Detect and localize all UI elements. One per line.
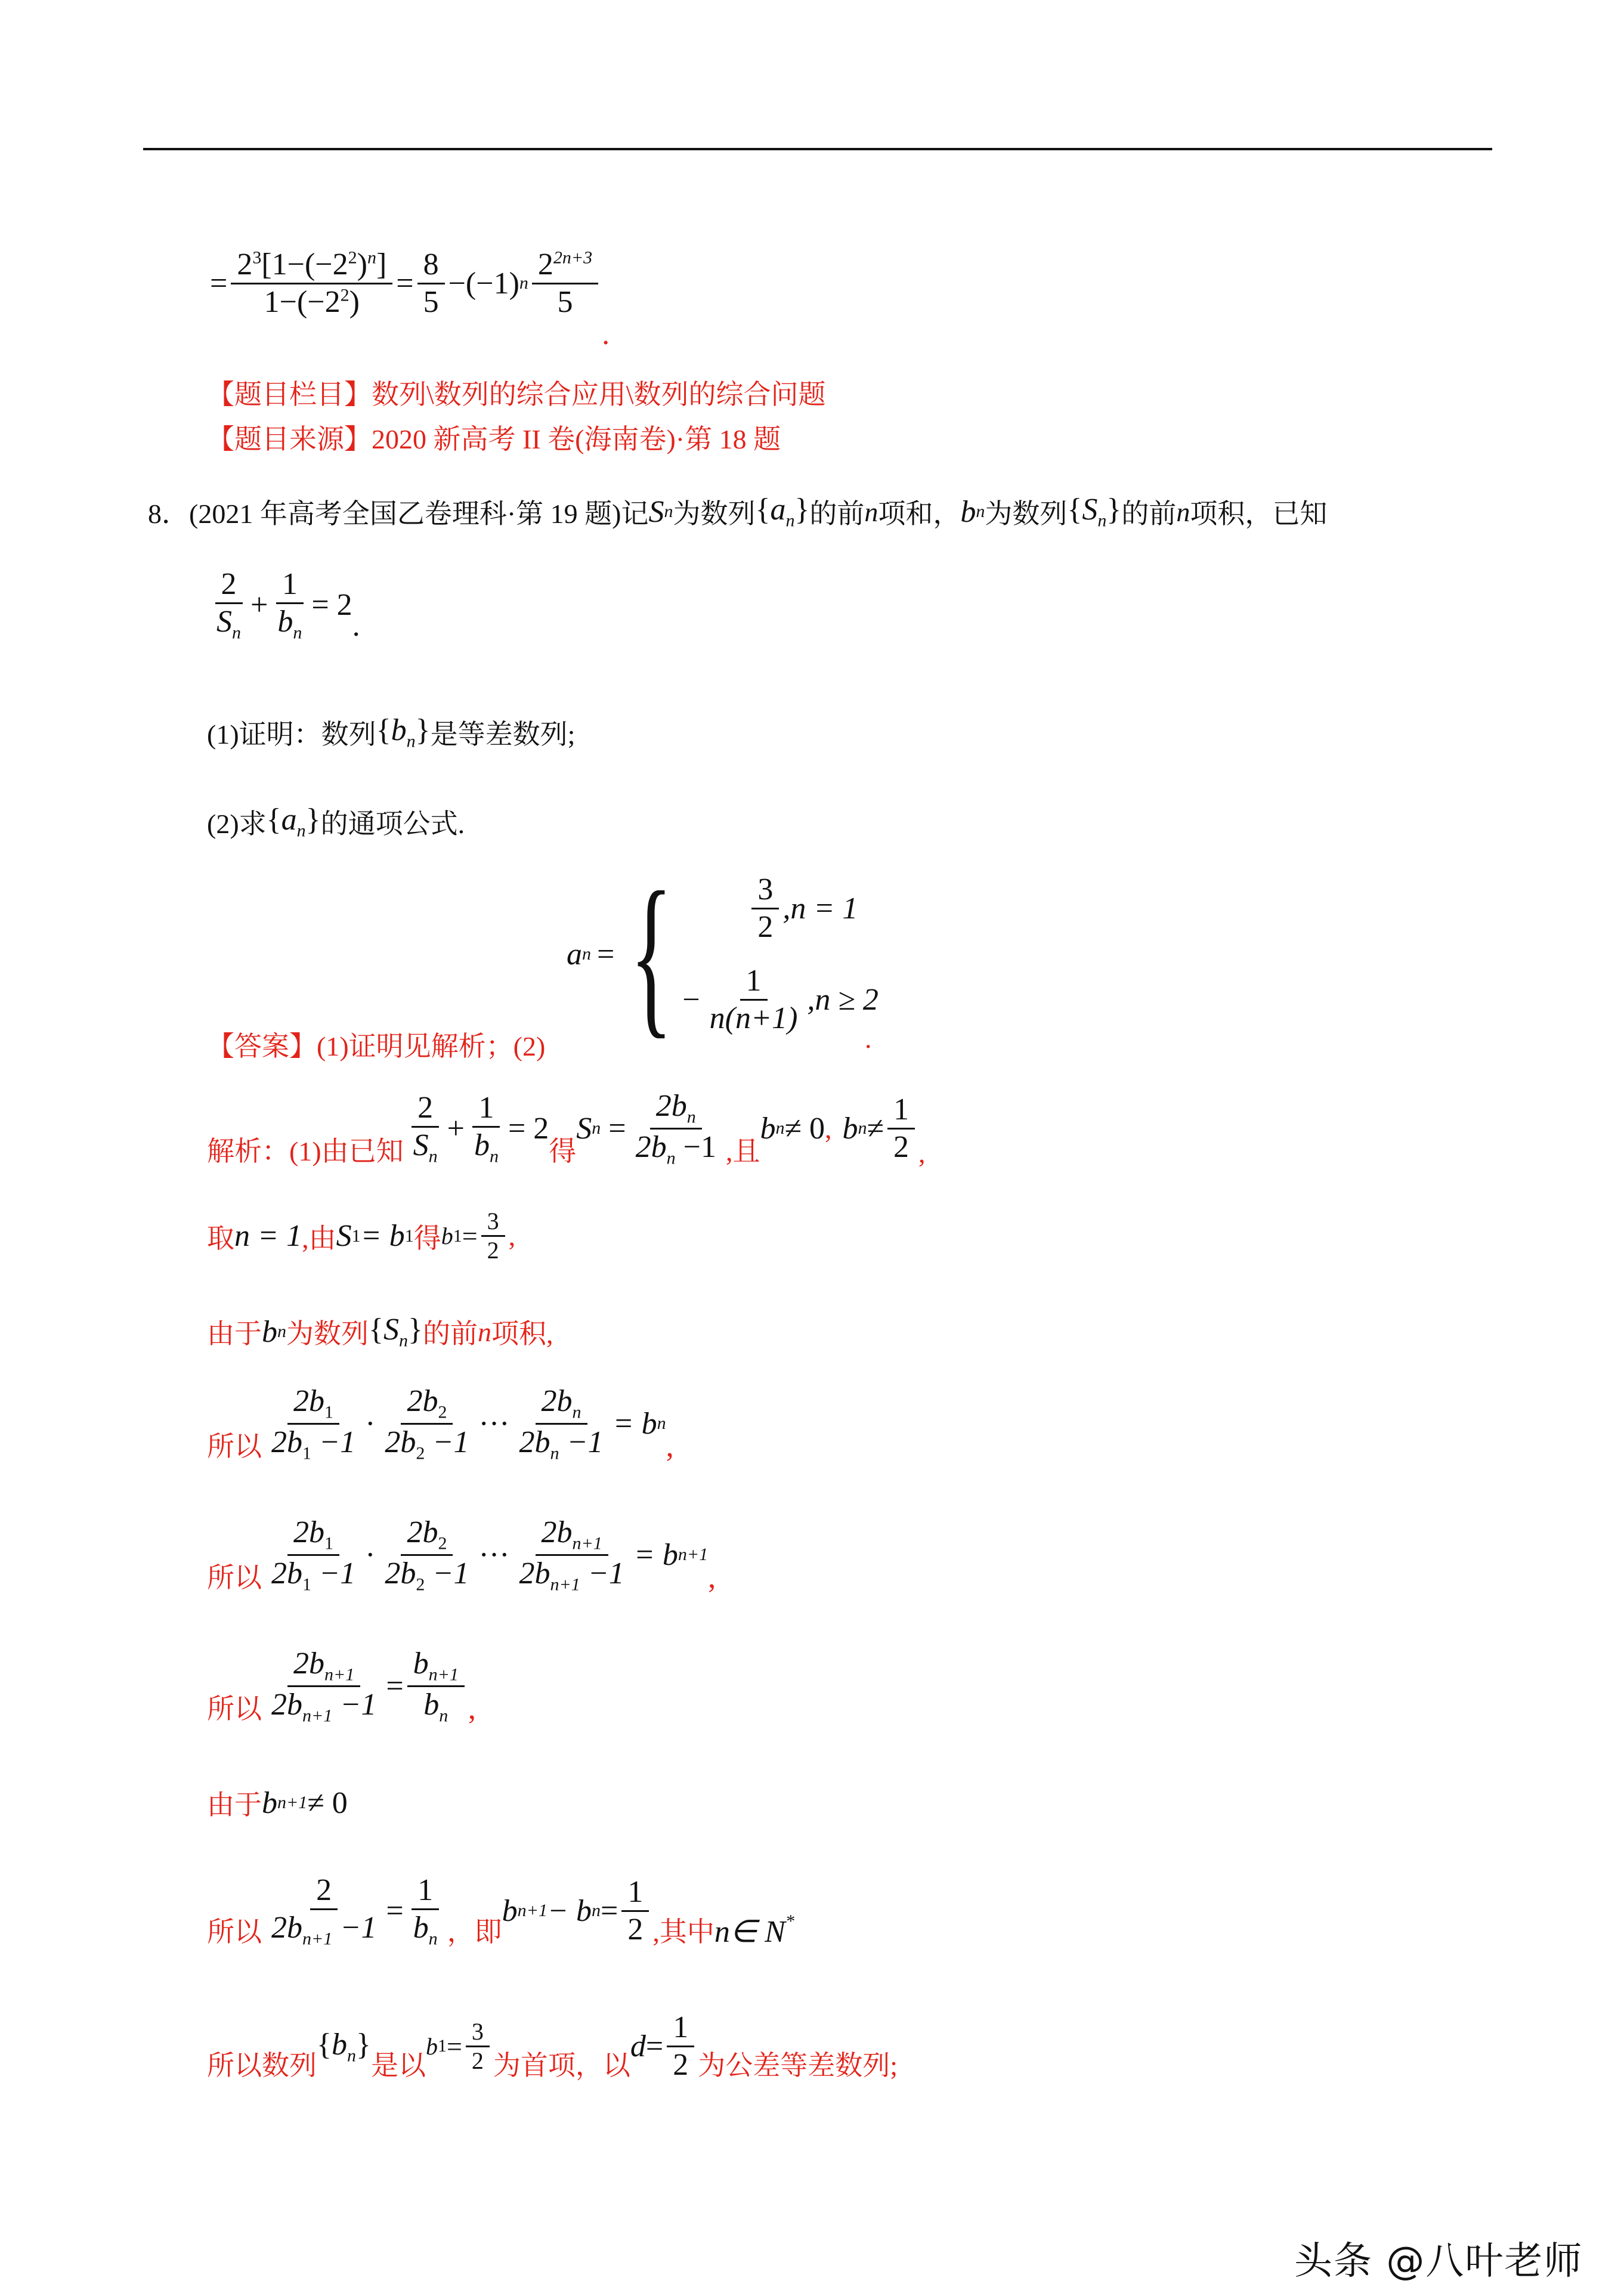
- math-fragment: 1: [453, 1226, 462, 1246]
- one-half: [667, 2010, 694, 2083]
- part-2: [207, 802, 465, 841]
- minus-exp: n: [519, 273, 528, 293]
- math-fragment: $b_n$: [423, 1687, 448, 1726]
- analysis-text: 取: [207, 1223, 234, 1254]
- math-fragment: b: [262, 1786, 277, 1820]
- condition: ,n ≥ 2: [807, 982, 878, 1017]
- question-text: 项积，已知: [1190, 499, 1328, 529]
- math-fragment: +: [447, 1111, 465, 1146]
- math-fragment: $2b_{n+1} -1$: [271, 1910, 377, 1949]
- not-zero: ≠ 0: [784, 1111, 825, 1146]
- var-b: b: [441, 1223, 453, 1249]
- numerator: 1: [621, 1874, 649, 1912]
- comma: ,: [666, 1429, 674, 1463]
- comma: ,: [825, 1113, 832, 1144]
- analysis-line-9: [207, 2010, 898, 2083]
- math-fragment: $2b_2 -1$: [385, 1556, 469, 1595]
- analysis-line-2: [207, 1208, 515, 1264]
- factor-2: [379, 1515, 475, 1595]
- answer-label: 【答案】: [207, 1031, 317, 1062]
- denominator: 2: [471, 2047, 484, 2074]
- question-text: 为数列: [673, 499, 756, 529]
- math-fragment: $2b_{n+1}$: [287, 1646, 360, 1687]
- part-text: (1)证明：数列: [207, 719, 376, 750]
- var-S: S: [648, 494, 664, 529]
- math-fragment: $2b_n$: [536, 1384, 587, 1425]
- denominator: 5: [557, 284, 573, 319]
- sub-n: n: [428, 1146, 438, 1166]
- math-fragment: 1: [404, 1226, 414, 1246]
- comma: ,: [918, 1137, 926, 1168]
- numerator: 8: [417, 247, 445, 284]
- num-coef: 2: [237, 247, 253, 281]
- math-fragment: [682, 872, 878, 1036]
- one-over-bn: [468, 1090, 505, 1167]
- three-halves: [481, 1208, 505, 1264]
- part-text: 的通项公式.: [320, 809, 465, 839]
- denominator: 2: [757, 910, 774, 945]
- math-fragment: $2b_1$: [287, 1515, 339, 1556]
- ratio-right: [407, 1646, 465, 1726]
- equals-b: = b: [360, 1219, 405, 1253]
- numerator: 1: [276, 567, 304, 604]
- denominator: 2b: [635, 1130, 667, 1164]
- minus-b: − b: [547, 1893, 592, 1928]
- minus-part: −(−1): [448, 266, 519, 301]
- var-n: n: [864, 496, 878, 527]
- cases: [620, 855, 878, 1053]
- num-close: ): [357, 247, 367, 281]
- sub-n: n: [592, 1118, 601, 1138]
- equals-sign: =: [396, 266, 414, 301]
- comma: ,: [508, 1221, 516, 1251]
- math-fragment: $2b_1 -1$: [271, 1556, 356, 1595]
- math-fragment: 1: [302, 1574, 311, 1595]
- math-fragment: n+1: [517, 1901, 547, 1921]
- analysis-text: 项积,: [491, 1319, 553, 1349]
- math-fragment: 1: [324, 1402, 334, 1422]
- numerator: 1: [667, 2010, 694, 2047]
- math-fragment: [630, 1130, 722, 1169]
- previous-solution-formula: [210, 215, 610, 352]
- math-fragment: 2: [416, 1443, 425, 1463]
- sub-n: n: [398, 1330, 408, 1351]
- math-fragment: n+1: [324, 1664, 355, 1685]
- analysis-text: 为公差等差数列;: [698, 2050, 898, 2081]
- case-2: [682, 963, 878, 1036]
- set-bn: $\{b_n\}$: [376, 713, 431, 751]
- question-text: 的前: [1121, 499, 1177, 529]
- sub-n: n: [489, 1146, 499, 1166]
- one-over-bn: [407, 1873, 444, 1950]
- denominator-tail: −1: [675, 1130, 716, 1164]
- var-b: b: [262, 1314, 277, 1349]
- numerator: 2: [537, 247, 553, 281]
- one-over-n-n-plus-1: [704, 963, 804, 1036]
- sub-n: n: [347, 2045, 356, 2065]
- set-Sn: $\{S_n\}$: [1067, 493, 1122, 531]
- sub-n: n: [976, 502, 985, 521]
- sub-n: n: [277, 1322, 286, 1341]
- math-fragment: n+1: [572, 1533, 602, 1554]
- factor-1: [265, 1384, 361, 1464]
- math-fragment: $2b_{n+1} -1$: [271, 1687, 377, 1726]
- num-inner-exp: 2: [348, 247, 357, 268]
- numerator: 1: [740, 963, 768, 1001]
- one-over-bn: [271, 567, 308, 643]
- var-a: a: [567, 937, 582, 971]
- source-line: 【题目来源】2020 新高考 II 卷(海南卷)·第 18 题: [207, 424, 781, 454]
- analysis-text: 为数列: [286, 1319, 369, 1349]
- factor-n: [513, 1384, 609, 1464]
- numerator: 2: [310, 1873, 338, 1910]
- analysis-text: 得: [549, 1135, 577, 1166]
- num-coef-exp: 3: [252, 247, 262, 268]
- exponent: 2n+3: [553, 247, 593, 268]
- math-fragment: $2b_2 -1$: [385, 1425, 469, 1463]
- period: .: [865, 1023, 872, 1054]
- period: .: [352, 608, 360, 643]
- part-text: 是等差数列;: [430, 719, 576, 750]
- math-fragment: n: [428, 1929, 438, 1949]
- answer-text: (1)证明见解析；(2): [317, 1031, 546, 1062]
- rhs: = 2: [508, 1111, 549, 1146]
- equals-sign: =: [446, 2031, 462, 2062]
- denominator: 2: [627, 1912, 644, 1947]
- analysis-line-8: 所以 $\frac{2}{2b_{n+1} -1}$ = $\frac{1}{b_n}$ ，即 b n+1 − b n = $\frac{1}{2}$ ,其中 n ∈ N *: [207, 1873, 794, 1949]
- watermark: 头条 @八叶老师: [1294, 2239, 1583, 2283]
- var-S: S: [413, 1128, 429, 1162]
- sub-n: n: [785, 510, 795, 531]
- analysis-text: 所以数列: [207, 2050, 317, 2081]
- math-fragment: $2b_1 -1$: [271, 1425, 356, 1463]
- math-fragment: [468, 1128, 505, 1167]
- numerator: 3: [466, 2018, 490, 2047]
- math-fragment: [271, 604, 308, 643]
- var-S: S: [576, 1111, 592, 1146]
- var-S: S: [1082, 493, 1098, 527]
- math-fragment: [211, 604, 247, 643]
- so-label: 所以: [207, 1916, 262, 1947]
- math-fragment: n: [572, 1402, 581, 1422]
- one-half: [887, 1092, 915, 1165]
- denominator: 2: [673, 2047, 689, 2082]
- math-fragment: = b: [633, 1537, 678, 1572]
- analysis-line-7: [207, 1783, 348, 1822]
- num-n: n: [367, 247, 376, 268]
- den-close: ): [349, 284, 360, 319]
- left-brace: {: [630, 855, 673, 1053]
- analysis-text: 解析：(1)由已知: [207, 1135, 404, 1166]
- set-an: $\{a_n\}$: [266, 803, 321, 841]
- var-S: S: [216, 604, 232, 639]
- condition: ,n = 1: [782, 892, 858, 926]
- so-label: 所以: [207, 1431, 262, 1462]
- equals-sign: =: [462, 1221, 478, 1251]
- denominator: 2: [893, 1130, 910, 1164]
- star: *: [785, 1911, 794, 1931]
- var-n: n: [477, 1316, 491, 1347]
- answer-line: [207, 1025, 545, 1064]
- so-label: 所以: [207, 1562, 262, 1593]
- factor-1: [265, 1515, 361, 1595]
- three-halves: [466, 2018, 490, 2075]
- math-fragment: n+1: [428, 1664, 459, 1685]
- numerator: 2: [215, 567, 243, 604]
- one-half: [621, 1874, 649, 1948]
- numerator: 2b: [655, 1089, 687, 1123]
- var-d: d: [630, 2029, 646, 2063]
- denominator: 2: [487, 1237, 499, 1264]
- math-fragment: $2b_{n+1}$: [536, 1515, 608, 1556]
- analysis-text: 为首项，以: [493, 2050, 630, 2081]
- den-inner: 1−(−2: [264, 284, 341, 319]
- analysis-text: 的前: [422, 1319, 478, 1349]
- math-fragment: n+1: [302, 1706, 333, 1726]
- math-fragment: n+1: [277, 1793, 308, 1812]
- math-fragment: 1: [351, 1226, 361, 1246]
- math-fragment: 2: [416, 1574, 425, 1595]
- var-b: b: [331, 2027, 347, 2062]
- ratio-left: [265, 1646, 382, 1726]
- minus-sign: −: [682, 982, 700, 1017]
- part-1: [207, 713, 575, 752]
- analysis-line-1: [207, 1088, 926, 1169]
- analysis-text: 得: [413, 1223, 441, 1254]
- two-over-2bn1-minus-1: [265, 1873, 382, 1950]
- case-1: [682, 872, 878, 945]
- sub-n: n: [775, 1118, 785, 1138]
- numerator: 3: [481, 1208, 505, 1237]
- category-line: 【题目栏目】数列\数列的综合应用\数列的综合问题: [207, 379, 826, 410]
- var-b: b: [760, 1111, 776, 1146]
- denominator: 5: [423, 284, 439, 319]
- var-n: n: [714, 1914, 730, 1949]
- sub-n: n: [666, 1148, 676, 1168]
- var-S: S: [383, 1313, 399, 1347]
- not-zero: ≠ 0: [307, 1786, 348, 1820]
- not-equal: ≠: [867, 1111, 884, 1146]
- given-condition: $\frac{2}{S_n}$ + $\frac{1}{b_n}$ = 2 .: [207, 567, 360, 643]
- numerator: 1: [472, 1090, 500, 1128]
- var-b: b: [842, 1111, 858, 1146]
- factor-2: [379, 1384, 475, 1464]
- math-fragment: n+1: [302, 1929, 333, 1949]
- so-label: 所以: [207, 1693, 262, 1724]
- question-text: 为数列: [985, 499, 1068, 529]
- math-fragment: 1: [302, 1443, 311, 1463]
- math-fragment: = b: [613, 1406, 657, 1441]
- sub-n: n: [1097, 510, 1107, 531]
- sum-fraction: [231, 247, 392, 320]
- math-fragment: [532, 247, 598, 284]
- var-a: a: [770, 493, 786, 527]
- sub-n: n: [406, 731, 416, 751]
- var-b: b: [391, 713, 407, 748]
- two-over-Sn: [407, 1090, 444, 1167]
- rhs: = 2: [311, 587, 352, 622]
- question-text: (2021 年高考全国乙卷理科·第 19 题)记: [189, 499, 649, 529]
- denominator: n(n+1): [709, 1001, 798, 1035]
- math-fragment: =: [601, 1111, 626, 1146]
- two-over-Sn: [211, 567, 247, 643]
- numerator: 3: [751, 872, 779, 909]
- part-text: (2)求: [207, 809, 267, 839]
- math-fragment: n: [592, 1901, 601, 1921]
- analysis-text: ,其中: [652, 1916, 714, 1947]
- analysis-line-6: 所以 $\frac{2b_{n+1}}{2b_{n+1} -1}$ = $\frac{b_{n+1}}{b_n}$ ,: [207, 1647, 476, 1726]
- comma: ,: [468, 1691, 476, 1726]
- var-S: S: [336, 1219, 352, 1253]
- factor-n-plus-1: [513, 1515, 630, 1595]
- math-fragment: n+1: [678, 1545, 709, 1565]
- analysis-text: 由于: [207, 1790, 262, 1820]
- math-fragment: b: [502, 1893, 518, 1928]
- math-fragment: $2b_2$: [401, 1515, 453, 1556]
- sub-n: n: [582, 944, 591, 964]
- math-fragment: $b_n$: [413, 1910, 438, 1949]
- equals-sign: =: [210, 266, 228, 301]
- sub-n: n: [293, 623, 302, 643]
- Sn-expression: [630, 1088, 722, 1169]
- header-rule: [143, 148, 1492, 150]
- question-text: 项和，: [878, 499, 961, 529]
- var-n: n: [1176, 496, 1190, 527]
- var-a: a: [281, 803, 297, 837]
- set-an: $\{a_n\}$: [755, 493, 810, 531]
- var-b: b: [277, 604, 293, 639]
- power-fraction: [532, 247, 598, 320]
- set-bn: $\{b_n\}$: [317, 2027, 371, 2065]
- question-text: 的前: [809, 499, 865, 529]
- analysis-text: 由于: [207, 1319, 262, 1349]
- math-fragment: [231, 247, 392, 284]
- analysis-text: ,由: [302, 1223, 336, 1254]
- math-fragment: 1: [324, 1533, 334, 1554]
- math-fragment: n: [439, 1706, 448, 1726]
- math-fragment: n: [550, 1443, 559, 1463]
- equals-sign: =: [645, 2029, 664, 2063]
- sub-n: n: [858, 1118, 867, 1138]
- analysis-text: ，即: [447, 1916, 502, 1947]
- var-b: b: [960, 494, 976, 529]
- math-fragment: $b_{n+1}$: [407, 1646, 465, 1687]
- analysis-line-3: [207, 1312, 553, 1351]
- analysis-text: ,且: [725, 1135, 760, 1166]
- piecewise-an: [567, 855, 878, 1053]
- num-bracket: ]: [376, 247, 387, 281]
- den-exp: 2: [340, 285, 349, 305]
- analysis-line-4: 所以 $\frac{2b_1}{2b_1 -1}$ · $\frac{2b_2}{2b_2 -1}$ ··· $\frac{2b_n}{2b_n -1}$ = b n ,: [207, 1384, 674, 1463]
- var-b: b: [425, 2032, 438, 2060]
- numerator: 1: [887, 1092, 915, 1130]
- set-Sn: $\{S_n\}$: [369, 1313, 423, 1351]
- var-b: b: [474, 1128, 490, 1162]
- math-fragment: n+1: [550, 1574, 580, 1595]
- in-N: ∈ N: [729, 1914, 785, 1949]
- eight-fifths: [417, 247, 445, 320]
- math-fragment: $2b_2$: [401, 1384, 453, 1425]
- sub-n: n: [664, 502, 673, 521]
- sub-n: n: [296, 821, 306, 841]
- sub-n: n: [232, 623, 241, 643]
- n-equals-1: n = 1: [234, 1219, 302, 1253]
- math-fragment: 1: [437, 2036, 447, 2056]
- question-8-stem: [148, 492, 1327, 531]
- math-fragment: $2b_n -1$: [519, 1425, 604, 1463]
- comma: ,: [708, 1560, 716, 1595]
- math-fragment: [650, 1088, 702, 1130]
- sub-n: n: [686, 1107, 696, 1127]
- analysis-text: 是以: [370, 2050, 426, 2081]
- analysis-line-5: 所以 $\frac{2b_1}{2b_1 -1}$ · $\frac{2b_2}{2b_2 -1}$ ··· $\frac{2b_{n+1}}{2b_{n+1} -1}$ = b n+1 ,: [207, 1515, 716, 1595]
- equals-sign: =: [601, 1893, 618, 1928]
- numerator: 1: [412, 1873, 439, 1910]
- num-inner: [1−(−2: [261, 247, 348, 281]
- math-fragment: $2b_1$: [287, 1384, 339, 1425]
- period: .: [602, 317, 610, 351]
- equals-sign: =: [597, 937, 615, 971]
- math-fragment: [258, 284, 366, 320]
- math-fragment: [407, 1128, 444, 1167]
- math-fragment: $2b_{n+1} -1$: [519, 1556, 624, 1595]
- question-number: 8．: [148, 499, 189, 529]
- math-fragment: 2: [438, 1533, 447, 1554]
- three-halves: [751, 872, 779, 945]
- sub-n: n: [657, 1413, 666, 1434]
- numerator: 2: [412, 1090, 439, 1128]
- math-fragment: 2: [438, 1402, 447, 1422]
